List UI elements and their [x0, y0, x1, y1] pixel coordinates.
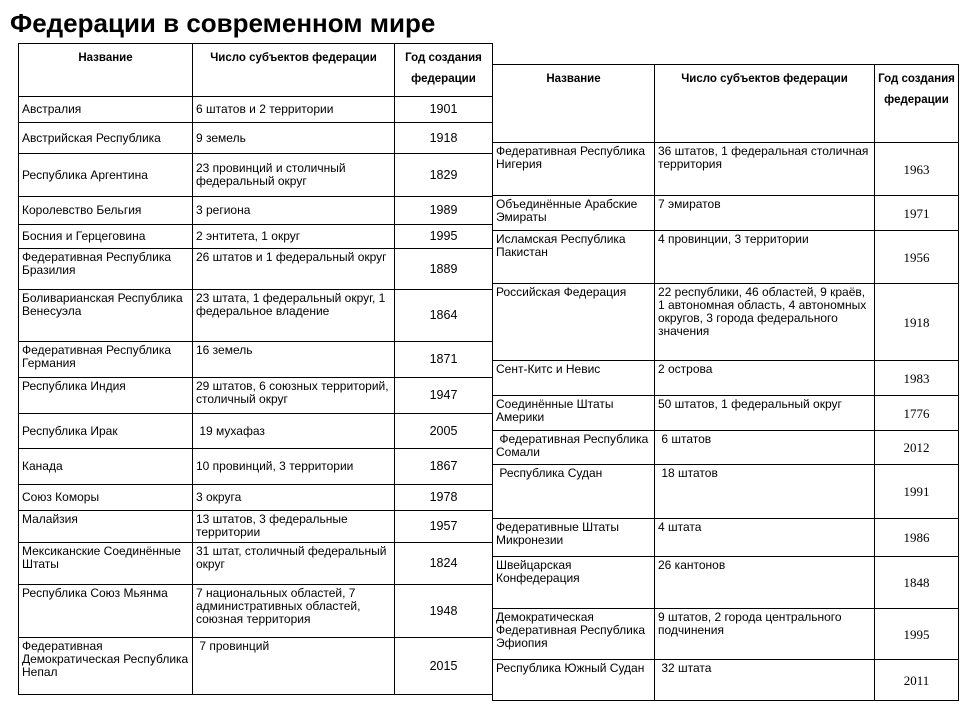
table-row	[19, 414, 493, 449]
table-row	[19, 97, 493, 123]
year-cell: 1776	[875, 396, 959, 431]
page-title: Федерации в современном мире	[10, 8, 436, 38]
country-name-cell: Республика Ирак	[19, 414, 193, 449]
year-cell: 1871	[395, 342, 493, 378]
country-name-cell: Канада	[19, 449, 193, 485]
table-row	[19, 378, 493, 414]
table-row	[493, 143, 959, 196]
country-name-cell: Исламская Республика Пакистан	[493, 231, 655, 284]
subjects-cell: 26 штатов и 1 федеральный округ	[193, 249, 395, 290]
table-row	[19, 485, 493, 511]
table-row	[19, 638, 493, 695]
table-row	[19, 585, 493, 638]
year-cell: 1948	[395, 585, 493, 638]
column-header-name: Название	[19, 44, 193, 97]
year-cell: 1867	[395, 449, 493, 485]
federations-table-right	[492, 64, 959, 701]
subjects-cell: 4 штата	[655, 519, 875, 557]
year-cell: 1995	[395, 225, 493, 249]
subjects-cell: 7 эмиратов	[655, 196, 875, 231]
table-row	[19, 543, 493, 585]
subjects-cell: 32 штата	[655, 660, 875, 701]
year-cell: 2012	[875, 431, 959, 465]
year-cell: 2005	[395, 414, 493, 449]
country-name-cell: Республика Индия	[19, 378, 193, 414]
column-header-subjects: Число субъектов федерации	[193, 44, 395, 97]
table-row	[19, 249, 493, 290]
year-cell: 1989	[395, 197, 493, 225]
table-row	[19, 197, 493, 225]
year-cell: 1864	[395, 290, 493, 342]
country-name-cell: Федеративная Демократическая Республика Непал	[19, 638, 193, 695]
federations-table-left	[18, 43, 493, 695]
table-row	[493, 660, 959, 701]
table-row	[493, 284, 959, 361]
year-cell: 1918	[875, 284, 959, 361]
year-cell: 2015	[395, 638, 493, 695]
column-header-year: Год создания федерации	[395, 44, 493, 97]
year-cell: 1995	[875, 609, 959, 660]
year-cell: 1991	[875, 465, 959, 519]
country-name-cell: Союз Коморы	[19, 485, 193, 511]
subjects-cell: 7 национальных областей, 7 административных областей, союзная территория	[193, 585, 395, 638]
subjects-cell: 36 штатов, 1 федеральная столичная территория	[655, 143, 875, 196]
country-name-cell: Федеративная Республика Бразилия	[19, 249, 193, 290]
table-row	[493, 396, 959, 431]
country-name-cell: Босния и Герцеговина	[19, 225, 193, 249]
table-row	[493, 361, 959, 396]
year-cell: 1947	[395, 378, 493, 414]
subjects-cell: 2 острова	[655, 361, 875, 396]
table-row	[19, 342, 493, 378]
country-name-cell: Боливарианская Республика Венесуэла	[19, 290, 193, 342]
subjects-cell: 3 округа	[193, 485, 395, 511]
country-name-cell: Республика Южный Судан	[493, 660, 655, 701]
subjects-cell: 19 мухафаз	[193, 414, 395, 449]
year-cell: 1824	[395, 543, 493, 585]
year-cell: 1971	[875, 196, 959, 231]
year-cell: 1829	[395, 154, 493, 197]
country-name-cell: Королевство Бельгия	[19, 197, 193, 225]
year-cell: 1889	[395, 249, 493, 290]
country-name-cell: Демократическая Федеративная Республика Эфиопия	[493, 609, 655, 660]
country-name-cell: Федеративная Республика Сомали	[493, 431, 655, 465]
country-name-cell: Швейцарская Конфедерация	[493, 557, 655, 609]
year-cell: 1963	[875, 143, 959, 196]
table-row	[493, 519, 959, 557]
table-row	[19, 123, 493, 154]
year-cell: 1986	[875, 519, 959, 557]
country-name-cell: Австрийская Республика	[19, 123, 193, 154]
table-row	[19, 290, 493, 342]
country-name-cell: Сент-Китс и Невис	[493, 361, 655, 396]
table-row	[19, 225, 493, 249]
year-cell: 1956	[875, 231, 959, 284]
year-cell: 1901	[395, 97, 493, 123]
subjects-cell: 18 штатов	[655, 465, 875, 519]
country-name-cell: Федеративная Республика Германия	[19, 342, 193, 378]
subjects-cell: 50 штатов, 1 федеральный округ	[655, 396, 875, 431]
country-name-cell: Республика Судан	[493, 465, 655, 519]
subjects-cell: 23 штата, 1 федеральный округ, 1 федеральное владение	[193, 290, 395, 342]
subjects-cell: 29 штатов, 6 союзных территорий, столичный округ	[193, 378, 395, 414]
subjects-cell: 3 региона	[193, 197, 395, 225]
table-row	[493, 465, 959, 519]
year-cell: 1983	[875, 361, 959, 396]
subjects-cell: 9 штатов, 2 города центрального подчинения	[655, 609, 875, 660]
year-cell: 1848	[875, 557, 959, 609]
subjects-cell: 22 республики, 46 областей, 9 краёв, 1 автономная область, 4 автономных округов, 3 города федерального значения	[655, 284, 875, 361]
subjects-cell: 6 штатов и 2 территории	[193, 97, 395, 123]
column-header-year: Год создания федерации	[875, 65, 959, 143]
table-row	[493, 609, 959, 660]
year-cell: 1978	[395, 485, 493, 511]
year-cell: 2011	[875, 660, 959, 701]
subjects-cell: 9 земель	[193, 123, 395, 154]
country-name-cell: Соединённые Штаты Америки	[493, 396, 655, 431]
subjects-cell: 26 кантонов	[655, 557, 875, 609]
table-row	[19, 449, 493, 485]
year-cell: 1918	[395, 123, 493, 154]
table-row	[493, 557, 959, 609]
country-name-cell: Малайзия	[19, 511, 193, 543]
country-name-cell: Республика Аргентина	[19, 154, 193, 197]
subjects-cell: 10 провинций, 3 территории	[193, 449, 395, 485]
table-row	[19, 511, 493, 543]
column-header-subjects: Число субъектов федерации	[655, 65, 875, 143]
table-row	[493, 231, 959, 284]
table-row	[19, 154, 493, 197]
subjects-cell: 7 провинций	[193, 638, 395, 695]
subjects-cell: 16 земель	[193, 342, 395, 378]
country-name-cell: Федеративная Республика Нигерия	[493, 143, 655, 196]
country-name-cell: Австралия	[19, 97, 193, 123]
subjects-cell: 2 энтитета, 1 округ	[193, 225, 395, 249]
subjects-cell: 13 штатов, 3 федеральные территории	[193, 511, 395, 543]
country-name-cell: Российская Федерация	[493, 284, 655, 361]
country-name-cell: Объединённые Арабские Эмираты	[493, 196, 655, 231]
subjects-cell: 31 штат, столичный федеральный округ	[193, 543, 395, 585]
subjects-cell: 4 провинции, 3 территории	[655, 231, 875, 284]
country-name-cell: Мексиканские Соединённые Штаты	[19, 543, 193, 585]
year-cell: 1957	[395, 511, 493, 543]
subjects-cell: 6 штатов	[655, 431, 875, 465]
country-name-cell: Республика Союз Мьянма	[19, 585, 193, 638]
subjects-cell: 23 провинций и столичный федеральный округ	[193, 154, 395, 197]
table-row	[493, 196, 959, 231]
country-name-cell: Федеративные Штаты Микронезии	[493, 519, 655, 557]
column-header-name: Название	[493, 65, 655, 143]
table-row	[493, 431, 959, 465]
